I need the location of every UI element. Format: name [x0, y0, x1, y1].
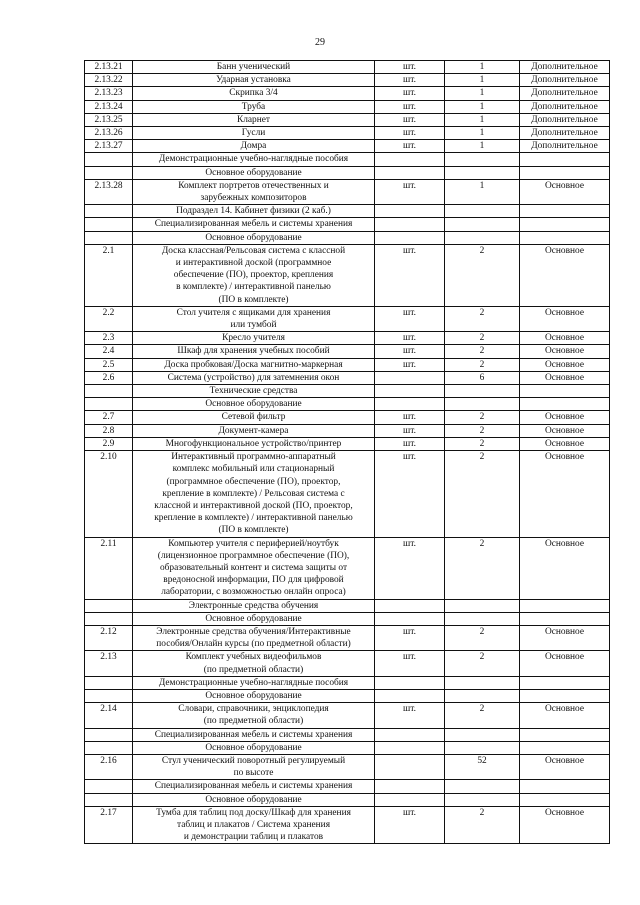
cell-number [85, 728, 133, 741]
cell-type: Дополнительное [520, 113, 610, 126]
section-title: Электронные средства обучения [133, 599, 375, 612]
cell-unit: шт. [375, 703, 445, 728]
cell-type [520, 780, 610, 793]
cell-type: Основное [520, 306, 610, 331]
cell-name: Система (устройство) для затемнения окон [133, 371, 375, 384]
cell-qty: 2 [445, 437, 520, 450]
cell-type: Основное [520, 651, 610, 676]
cell-type: Дополнительное [520, 127, 610, 140]
cell-qty: 1 [445, 74, 520, 87]
cell-number: 2.13.24 [85, 100, 133, 113]
cell-unit [375, 689, 445, 702]
cell-type [520, 166, 610, 179]
cell-qty: 1 [445, 87, 520, 100]
cell-type [520, 793, 610, 806]
cell-qty: 1 [445, 61, 520, 74]
cell-qty: 1 [445, 140, 520, 153]
cell-number [85, 166, 133, 179]
table-row [85, 703, 610, 728]
table-row [85, 179, 610, 204]
cell-qty: 2 [445, 537, 520, 599]
cell-unit: шт. [375, 806, 445, 844]
cell-qty [445, 689, 520, 702]
cell-number: 2.11 [85, 537, 133, 599]
cell-unit: шт. [375, 437, 445, 450]
cell-qty [445, 153, 520, 166]
cell-qty: 2 [445, 703, 520, 728]
table-row [85, 244, 610, 306]
table-row [85, 358, 610, 371]
section-title: Основное оборудование [133, 398, 375, 411]
cell-number: 2.7 [85, 411, 133, 424]
cell-unit [375, 218, 445, 231]
cell-unit [375, 612, 445, 625]
section-row [85, 231, 610, 244]
cell-type [520, 728, 610, 741]
cell-unit [375, 166, 445, 179]
cell-type: Основное [520, 451, 610, 537]
cell-type: Основное [520, 179, 610, 204]
cell-unit: шт. [375, 358, 445, 371]
cell-type: Основное [520, 411, 610, 424]
cell-qty: 1 [445, 113, 520, 126]
cell-qty: 2 [445, 451, 520, 537]
section-row [85, 741, 610, 754]
table-row [85, 411, 610, 424]
cell-qty [445, 166, 520, 179]
cell-qty [445, 676, 520, 689]
section-row [85, 728, 610, 741]
cell-unit: шт. [375, 87, 445, 100]
cell-type: Основное [520, 437, 610, 450]
cell-number [85, 689, 133, 702]
cell-qty [445, 728, 520, 741]
cell-name: Кресло учителя [133, 332, 375, 345]
cell-type: Дополнительное [520, 87, 610, 100]
cell-number: 2.13.28 [85, 179, 133, 204]
cell-type: Основное [520, 358, 610, 371]
cell-number: 2.5 [85, 358, 133, 371]
cell-number: 2.13.22 [85, 74, 133, 87]
table-row [85, 754, 610, 779]
cell-name: Доска пробковая/Доска магнитно-маркерная [133, 358, 375, 371]
section-title: Специализированная мебель и системы хранения [133, 780, 375, 793]
cell-number: 2.6 [85, 371, 133, 384]
cell-qty: 2 [445, 625, 520, 650]
cell-type: Основное [520, 537, 610, 599]
cell-type: Основное [520, 345, 610, 358]
cell-name: Банн ученический [133, 61, 375, 74]
cell-type [520, 612, 610, 625]
cell-type [520, 385, 610, 398]
section-title: Подраздел 14. Кабинет физики (2 каб.) [133, 205, 375, 218]
cell-unit: шт. [375, 127, 445, 140]
cell-name: Документ-камера [133, 424, 375, 437]
cell-type: Основное [520, 754, 610, 779]
cell-unit: шт. [375, 625, 445, 650]
section-title: Демонстрационные учебно-наглядные пособия [133, 153, 375, 166]
section-title: Основное оборудование [133, 166, 375, 179]
table-row [85, 74, 610, 87]
cell-name: Домра [133, 140, 375, 153]
table-row [85, 113, 610, 126]
cell-unit: шт. [375, 345, 445, 358]
cell-name: Гусли [133, 127, 375, 140]
cell-type: Основное [520, 424, 610, 437]
cell-qty: 2 [445, 424, 520, 437]
cell-number [85, 385, 133, 398]
section-row [85, 205, 610, 218]
cell-number: 2.8 [85, 424, 133, 437]
section-row [85, 398, 610, 411]
cell-qty: 6 [445, 371, 520, 384]
cell-name: Ударная установка [133, 74, 375, 87]
section-title: Специализированная мебель и системы хранения [133, 218, 375, 231]
cell-number [85, 599, 133, 612]
table-row [85, 451, 610, 537]
table-row [85, 625, 610, 650]
section-row [85, 612, 610, 625]
table-row [85, 100, 610, 113]
cell-type [520, 218, 610, 231]
cell-unit [375, 153, 445, 166]
section-row [85, 218, 610, 231]
cell-unit [375, 676, 445, 689]
cell-type: Основное [520, 332, 610, 345]
cell-number: 2.13.21 [85, 61, 133, 74]
cell-type: Основное [520, 806, 610, 844]
cell-qty: 2 [445, 411, 520, 424]
cell-type [520, 231, 610, 244]
cell-qty [445, 612, 520, 625]
cell-qty: 2 [445, 806, 520, 844]
cell-qty [445, 205, 520, 218]
cell-type: Дополнительное [520, 100, 610, 113]
table-row [85, 127, 610, 140]
cell-name: Шкаф для хранения учебных пособий [133, 345, 375, 358]
cell-qty: 2 [445, 306, 520, 331]
cell-number: 2.13 [85, 651, 133, 676]
cell-number [85, 612, 133, 625]
section-title: Демонстрационные учебно-наглядные пособия [133, 676, 375, 689]
cell-type [520, 599, 610, 612]
cell-name: Компьютер учителя с периферией/ноутбук (лицензионное программное обеспечение (ПО), образовательный контент и система защиты от вредоносной информации, ПО для цифровой лаборатории, с возможностью онлайн опроса) [133, 537, 375, 599]
cell-qty: 2 [445, 244, 520, 306]
cell-name: Труба [133, 100, 375, 113]
section-title: Специализированная мебель и системы хранения [133, 728, 375, 741]
cell-name: Стол учителя с ящиками для хранения или тумбой [133, 306, 375, 331]
cell-name: Электронные средства обучения/Интерактивные пособия/Онлайн курсы (по предметной области) [133, 625, 375, 650]
cell-qty: 1 [445, 179, 520, 204]
cell-unit [375, 599, 445, 612]
cell-number: 2.13.25 [85, 113, 133, 126]
section-title: Основное оборудование [133, 741, 375, 754]
cell-qty [445, 398, 520, 411]
cell-name: Многофункциональное устройство/принтер [133, 437, 375, 450]
cell-unit [375, 205, 445, 218]
cell-name: Кларнет [133, 113, 375, 126]
cell-number [85, 676, 133, 689]
cell-number: 2.17 [85, 806, 133, 844]
section-row [85, 780, 610, 793]
cell-qty: 2 [445, 345, 520, 358]
cell-qty [445, 218, 520, 231]
cell-qty [445, 780, 520, 793]
section-title: Основное оборудование [133, 231, 375, 244]
cell-unit [375, 793, 445, 806]
table-row [85, 332, 610, 345]
cell-qty: 52 [445, 754, 520, 779]
cell-number: 2.9 [85, 437, 133, 450]
cell-number: 2.13.27 [85, 140, 133, 153]
cell-number [85, 205, 133, 218]
cell-qty [445, 599, 520, 612]
table-row [85, 371, 610, 384]
cell-type: Основное [520, 625, 610, 650]
section-row [85, 689, 610, 702]
cell-unit [375, 371, 445, 384]
cell-number: 2.16 [85, 754, 133, 779]
cell-number: 2.14 [85, 703, 133, 728]
table-row [85, 345, 610, 358]
table-row [85, 424, 610, 437]
cell-unit: шт. [375, 244, 445, 306]
cell-unit [375, 780, 445, 793]
cell-qty [445, 793, 520, 806]
section-row [85, 385, 610, 398]
cell-type [520, 398, 610, 411]
cell-unit [375, 728, 445, 741]
cell-unit: шт. [375, 179, 445, 204]
table-row [85, 806, 610, 844]
page-number: 29 [315, 37, 325, 48]
cell-unit [375, 741, 445, 754]
table-row [85, 651, 610, 676]
section-row [85, 153, 610, 166]
table-row [85, 437, 610, 450]
cell-name: Интерактивный программно-аппаратный комплекс мобильный или стационарный (программное обеспечение (ПО), проектор, крепление в комплекте) / Рельсовая система с классной и интерактивной доской (ПО, проектор, крепление в комплекте) / интерактивной панелью (ПО в комплекте) [133, 451, 375, 537]
cell-type: Дополнительное [520, 61, 610, 74]
cell-number [85, 153, 133, 166]
cell-type [520, 153, 610, 166]
section-title: Основное оборудование [133, 689, 375, 702]
cell-name: Доска классная/Рельсовая система с классной и интерактивной доской (программное обеспечение (ПО), проектор, крепления в комплекте) / интерактивной панелью (ПО в комплекте) [133, 244, 375, 306]
cell-name: Комплект портретов отечественных и зарубежных композиторов [133, 179, 375, 204]
table-row [85, 306, 610, 331]
cell-type [520, 205, 610, 218]
cell-qty [445, 231, 520, 244]
table-row [85, 61, 610, 74]
cell-qty: 2 [445, 651, 520, 676]
cell-name: Комплект учебных видеофильмов (по предметной области) [133, 651, 375, 676]
cell-type: Дополнительное [520, 74, 610, 87]
section-title: Основное оборудование [133, 612, 375, 625]
cell-unit: шт. [375, 411, 445, 424]
cell-name: Стул ученический поворотный регулируемый по высоте [133, 754, 375, 779]
cell-unit: шт. [375, 424, 445, 437]
cell-number: 2.4 [85, 345, 133, 358]
table-row [85, 537, 610, 599]
cell-name: Сетевой фильтр [133, 411, 375, 424]
equipment-table [84, 60, 610, 844]
cell-unit: шт. [375, 61, 445, 74]
cell-qty: 1 [445, 100, 520, 113]
cell-unit: шт. [375, 332, 445, 345]
cell-number: 2.13.23 [85, 87, 133, 100]
cell-unit: шт. [375, 451, 445, 537]
cell-type [520, 676, 610, 689]
cell-number [85, 741, 133, 754]
cell-unit: шт. [375, 100, 445, 113]
cell-type: Дополнительное [520, 140, 610, 153]
cell-unit: шт. [375, 140, 445, 153]
cell-number: 2.12 [85, 625, 133, 650]
cell-number [85, 780, 133, 793]
section-title: Основное оборудование [133, 793, 375, 806]
cell-unit [375, 754, 445, 779]
cell-qty [445, 741, 520, 754]
cell-type: Основное [520, 244, 610, 306]
cell-number: 2.1 [85, 244, 133, 306]
cell-number [85, 231, 133, 244]
cell-type: Основное [520, 371, 610, 384]
section-title: Технические средства [133, 385, 375, 398]
cell-unit: шт. [375, 306, 445, 331]
cell-type: Основное [520, 703, 610, 728]
cell-name: Тумба для таблиц под доску/Шкаф для хранения таблиц и плакатов / Система хранения и демонстрации таблиц и плакатов [133, 806, 375, 844]
cell-number: 2.13.26 [85, 127, 133, 140]
cell-qty: 1 [445, 127, 520, 140]
cell-unit: шт. [375, 113, 445, 126]
cell-number [85, 218, 133, 231]
cell-unit [375, 385, 445, 398]
cell-qty [445, 385, 520, 398]
cell-name: Словари, справочники, энциклопедия (по предметной области) [133, 703, 375, 728]
cell-unit: шт. [375, 651, 445, 676]
cell-number: 2.2 [85, 306, 133, 331]
section-row [85, 599, 610, 612]
cell-unit [375, 398, 445, 411]
cell-unit [375, 231, 445, 244]
section-row [85, 793, 610, 806]
section-row [85, 676, 610, 689]
cell-type [520, 741, 610, 754]
section-row [85, 166, 610, 179]
cell-type [520, 689, 610, 702]
cell-name: Скрипка 3/4 [133, 87, 375, 100]
cell-number [85, 793, 133, 806]
cell-number: 2.10 [85, 451, 133, 537]
table-row [85, 87, 610, 100]
cell-unit: шт. [375, 74, 445, 87]
table-row [85, 140, 610, 153]
cell-number: 2.3 [85, 332, 133, 345]
cell-qty: 2 [445, 332, 520, 345]
cell-number [85, 398, 133, 411]
cell-unit: шт. [375, 537, 445, 599]
cell-qty: 2 [445, 358, 520, 371]
